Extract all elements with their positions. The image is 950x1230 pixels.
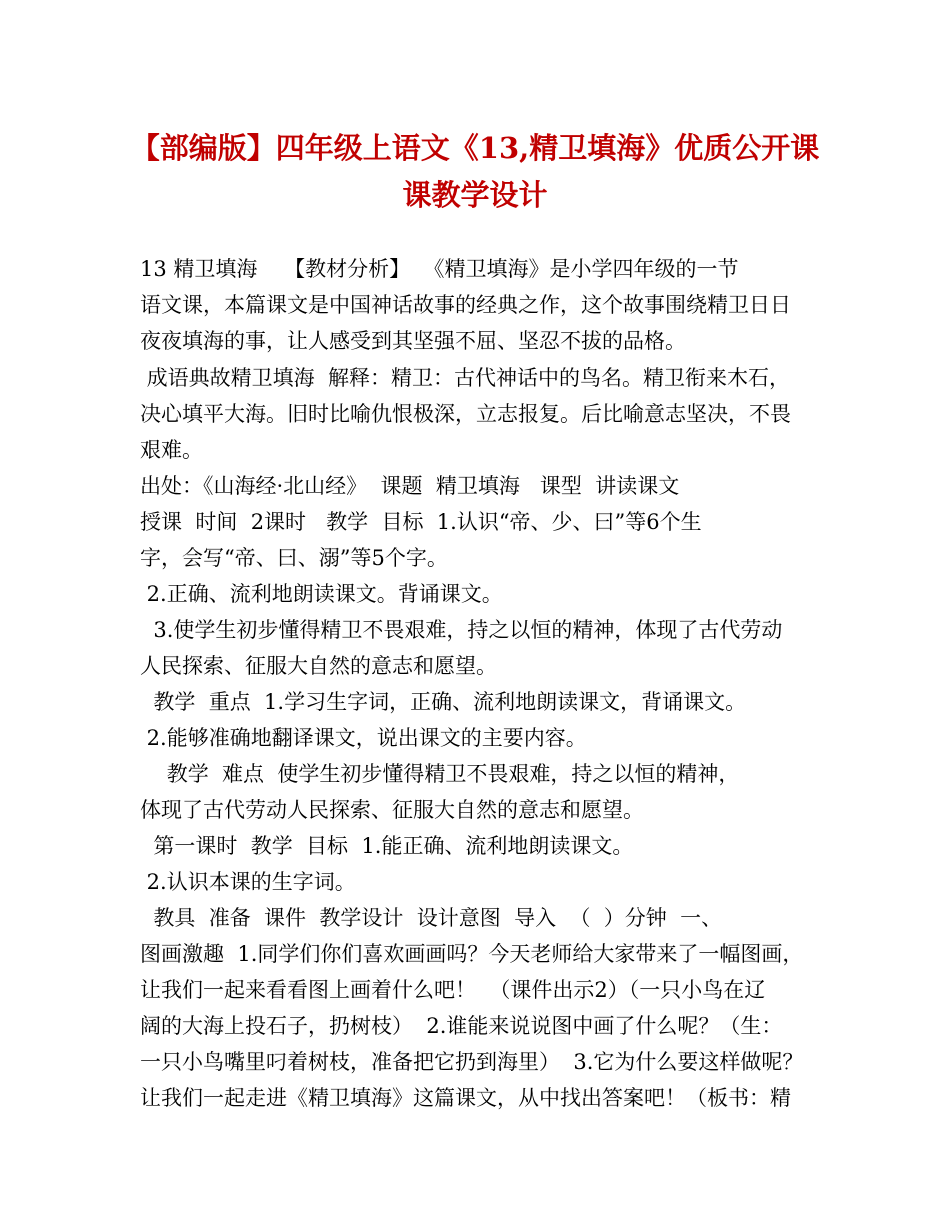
body-line-15: 教学 难点 使学生初步懂得精卫不畏艰难，持之以恒的精神， <box>140 762 740 786</box>
body-line-8: 授课 时间 2课时 教学 目标 1.认识“帝、少、曰”等6个生 <box>140 510 702 534</box>
body-line-24: 让我们一起走进《精卫填海》这篇课文，从中找出答案吧！（板书：精 <box>140 1086 791 1110</box>
body-line-2: 语文课，本篇课文是中国神话故事的经典之作，这个故事围绕精卫日日 <box>140 293 791 317</box>
body-line-5: 决心填平大海。旧时比喻仇恨极深，立志报复。后比喻意志坚决，不畏 <box>140 402 791 426</box>
body-line-14: 2.能够准确地翻译课文，说出课文的主要内容。 <box>140 726 587 750</box>
body-line-23: 一只小鸟嘴里叼着树枝，准备把它扔到海里） 3.它为什么要这样做呢？ <box>140 1050 804 1074</box>
body-line-9: 字，会写“帝、曰、溺”等5个字。 <box>140 546 448 570</box>
body-line-13: 教学 重点 1.学习生字词，正确、流利地朗读课文，背诵课文。 <box>140 690 747 714</box>
body-line-19: 教具 准备 课件 教学设计 设计意图 导入 （ ）分钟 一、 <box>140 906 723 930</box>
document-title-line-2: 课教学设计 <box>402 178 548 212</box>
body-line-3: 夜夜填海的事，让人感受到其坚强不屈、坚忍不拔的品格。 <box>140 329 686 353</box>
body-line-4: 成语典故精卫填海 解释：精卫：古代神话中的鸟名。精卫衔来木石， <box>140 366 791 390</box>
body-line-18: 2.认识本课的生字词。 <box>140 870 356 894</box>
body-line-22: 阔的大海上投石子，扔树枝） 2.谁能来说说图中画了什么呢？（生： <box>140 1014 783 1038</box>
body-line-7: 出处：《山海经·北山经》 课题 精卫填海 课型 讲读课文 <box>140 474 680 498</box>
body-line-11: 3.使学生初步懂得精卫不畏艰难，持之以恒的精神，体现了古代劳动 <box>140 618 783 642</box>
body-line-10: 2.正确、流利地朗读课文。背诵课文。 <box>140 582 503 606</box>
body-line-21: 让我们一起来看看图上画着什么吧！ （课件出示2）（一只小鸟在辽 <box>140 978 766 1002</box>
body-line-1: 13 精卫填海 【教材分析】 《精卫填海》是小学四年级的一节 <box>140 257 739 281</box>
body-line-6: 艰难。 <box>140 438 203 462</box>
body-line-16: 体现了古代劳动人民探索、征服大自然的意志和愿望。 <box>140 798 644 822</box>
body-line-12: 人民探索、征服大自然的意志和愿望。 <box>140 654 497 678</box>
body-line-17: 第一课时 教学 目标 1.能正确、流利地朗读课文。 <box>140 834 634 858</box>
body-line-20: 图画激趣 1.同学们你们喜欢画画吗？今天老师给大家带来了一幅图画， <box>140 942 804 966</box>
document-title-line-1: 【部编版】四年级上语文《13,精卫填海》优质公开课 <box>130 131 820 165</box>
